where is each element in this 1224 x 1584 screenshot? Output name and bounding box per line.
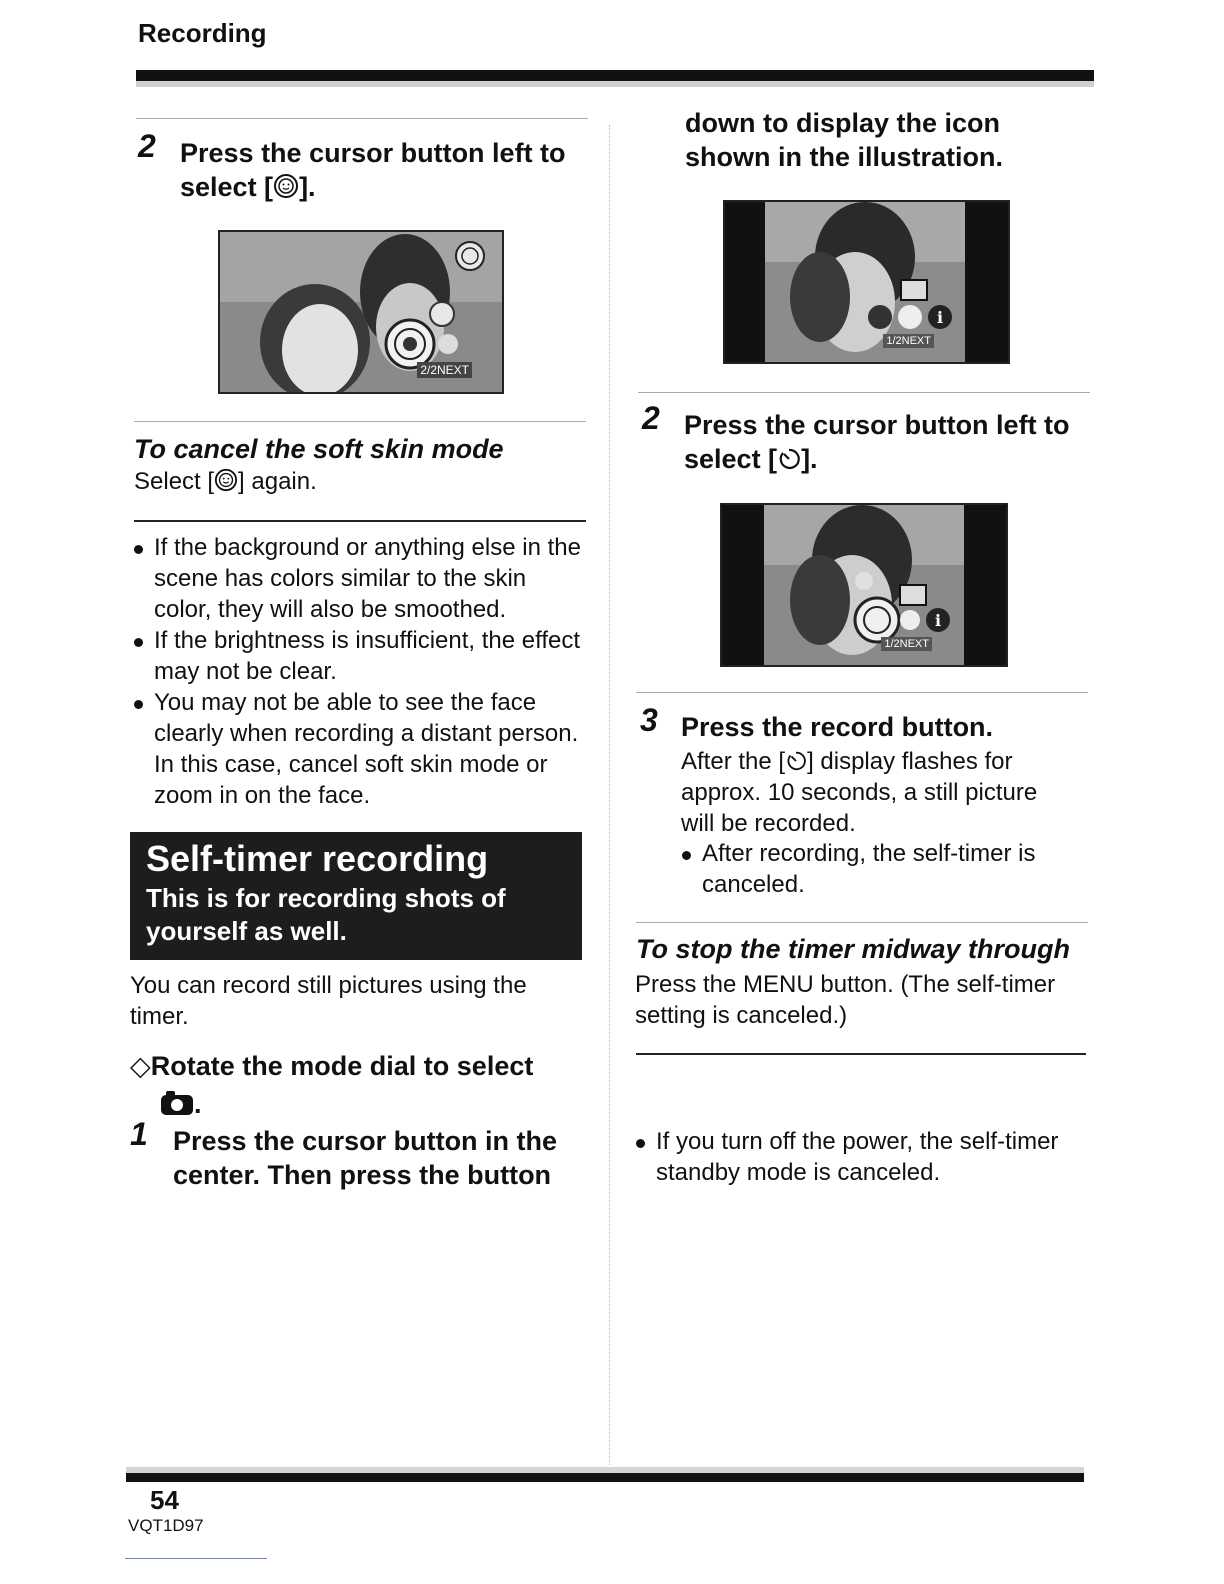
- self-timer-icon: [777, 447, 801, 471]
- stop-rule: [636, 922, 1088, 923]
- diamond-icon: ◇: [130, 1051, 151, 1081]
- stop-timer-heading: To stop the timer midway through: [636, 934, 1071, 964]
- step3-note-bullet: After recording, the self-timer is canceled.: [680, 838, 1092, 900]
- step3-heading: Press the record button.: [681, 712, 994, 742]
- step-number-2: 2: [138, 128, 156, 164]
- camera-icon: [160, 1090, 194, 1116]
- section-title: Recording: [138, 18, 267, 48]
- step1-instruction: [173, 1124, 603, 1192]
- self-timer-menu-illustration: [723, 200, 1010, 364]
- banner-subtitle: This is for recording shots of yourself as well.: [146, 883, 506, 946]
- self-timer-intro: You can record still pictures using the timer.: [130, 972, 527, 1030]
- step1-cont-line2: shown in the illustration.: [685, 142, 1004, 172]
- step3-rule: [636, 692, 1088, 693]
- step-number-1: 1: [130, 1116, 148, 1152]
- next-page-label: 1/2NEXT: [883, 334, 934, 348]
- soft-skin-icon: [273, 173, 299, 199]
- power-off-note: If you turn off the power, the self-timer standby mode is canceled.: [634, 1126, 1106, 1188]
- step3-description: After the [ ] display flashes for approx. 10 seconds, a still picture will be recorded.: [681, 748, 1038, 837]
- svg-text:i: i: [936, 308, 944, 327]
- mode-dial-line2: .: [130, 1087, 590, 1121]
- page-number: 54: [150, 1485, 179, 1515]
- step1-continued: [685, 106, 1105, 174]
- header-rule: [136, 70, 1094, 81]
- step2-line2: select [ ].: [180, 172, 316, 202]
- footer-rule: [126, 1473, 1084, 1482]
- note-bullet: You may not be able to see the face clearly when recording a distant person. In this case, cancel soft skin mode or zoom in on the face.: [132, 687, 582, 811]
- step2-right-instruction: [684, 408, 1104, 476]
- document-code: VQT1D97: [128, 1516, 204, 1535]
- step2-top-rule: [136, 118, 588, 119]
- cancel-soft-skin-text: Select [ ] again.: [134, 468, 317, 495]
- step2-right-rule: [638, 392, 1090, 393]
- step1-line1: Press the cursor button in the: [173, 1126, 558, 1156]
- column-divider: [609, 125, 610, 1465]
- note-bullet: If the brightness is insufficient, the effect may not be clear.: [132, 625, 582, 687]
- self-timer-selected-illustration: [720, 503, 1008, 667]
- step2-right-line1: Press the cursor button left to: [684, 410, 1070, 440]
- step1-cont-line1: down to display the icon: [685, 108, 1001, 138]
- cancel-top-rule: [134, 421, 586, 422]
- soft-skin-screen-illustration: [218, 230, 504, 394]
- notes-rule: [134, 520, 586, 522]
- next-page-label: 1/2NEXT: [881, 637, 932, 651]
- cancel-soft-skin-heading: To cancel the soft skin mode: [134, 434, 504, 464]
- next-page-label: 2/2NEXT: [417, 362, 472, 378]
- svg-text:i: i: [934, 611, 942, 630]
- note-rule: [636, 1053, 1086, 1055]
- step2-right-line2: select [ ].: [684, 444, 818, 474]
- banner-title: Self-timer recording: [146, 838, 489, 879]
- soft-skin-icon: [214, 468, 238, 492]
- self-timer-icon: [785, 750, 807, 772]
- note-bullet: If the background or anything else in the scene has colors similar to the skin color, they will also be smoothed.: [132, 532, 582, 625]
- soft-skin-notes: [132, 532, 582, 811]
- step2-instruction: [180, 136, 600, 204]
- self-timer-banner: [130, 832, 582, 960]
- mode-dial-instruction: ◇Rotate the mode dial to select .: [130, 1049, 590, 1121]
- step2-line1: Press the cursor button left to: [180, 138, 566, 168]
- step1-line2: center. Then press the button: [173, 1160, 552, 1190]
- stop-timer-text: Press the MENU button. (The self-timer setting is canceled.): [635, 971, 1056, 1029]
- step-number-3: 3: [640, 702, 658, 738]
- step-number-2-right: 2: [642, 400, 660, 436]
- footer-blue-line: [125, 1558, 267, 1559]
- header-rule-shadow: [136, 81, 1094, 87]
